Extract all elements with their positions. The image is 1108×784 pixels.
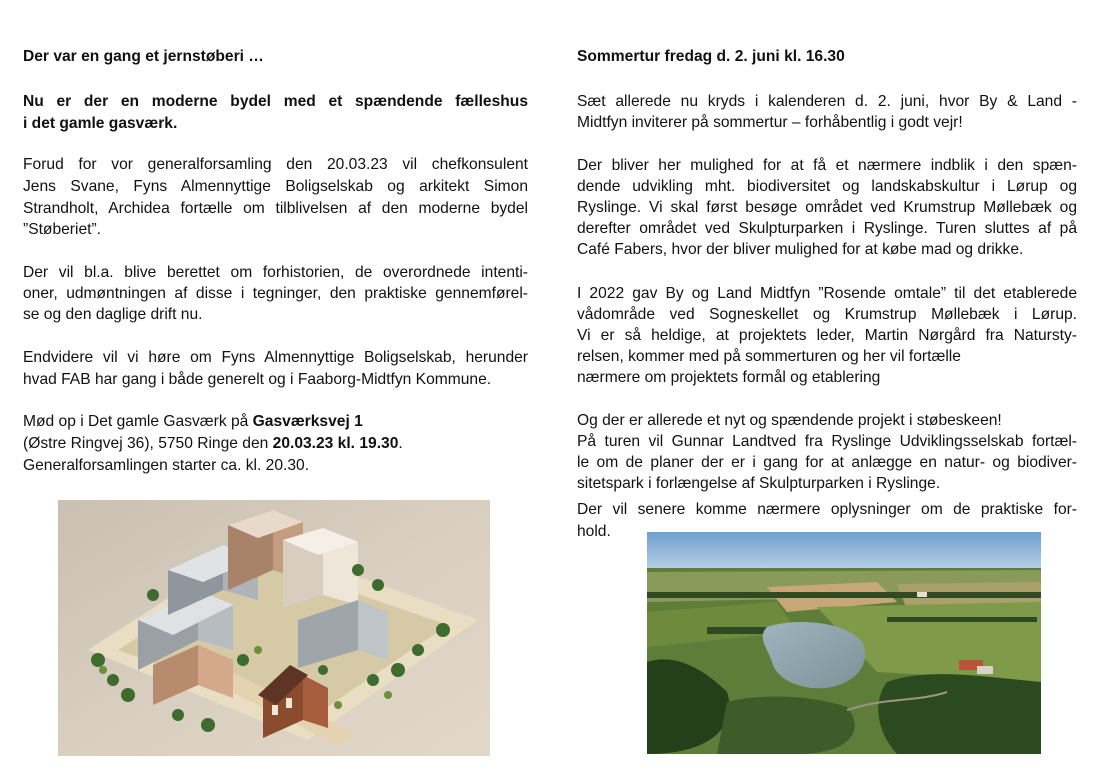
heading-moderne-bydel-line-1: Nu er der en moderne bydel med et spændende fælleshus xyxy=(23,93,528,110)
paragraph-line: nærmere om projektets formål og etablering xyxy=(577,369,881,386)
paragraph-line: se og den daglige drift nu. xyxy=(23,306,203,323)
meeting-address-line xyxy=(23,412,528,432)
paragraph-line: sitetspark i forlængelse af Skulpturparken i Ryslinge. xyxy=(577,475,941,492)
paragraph-line: På turen vil Gunnar Landtved fra Ryslinge Udviklingsselskab fortæl- xyxy=(577,433,1077,450)
meeting-address: Gasværksvej 1 xyxy=(252,413,363,430)
paragraph-line: Strandholt, Archidea fortælle om tilblivelsen af den moderne bydel xyxy=(23,200,528,217)
paragraph-line: ”Støberiet”. xyxy=(23,221,101,238)
paragraph-line: Og der er allerede et nyt og spændende projekt i støbeskeen! xyxy=(577,412,1002,429)
paragraph-line: hold. xyxy=(577,523,611,540)
paragraph-line: Der vil bl.a. blive berettet om forhistorien, de overordnede intenti- xyxy=(23,264,528,281)
meeting-text: Mød op i Det gamle Gasværk på xyxy=(23,413,253,430)
paragraph-line: le om de planer der er i gang for at anlægge en natur- og biodiver- xyxy=(577,454,1077,471)
paragraph-line: Midtfyn inviterer på sommertur – forhåbentlig i godt vejr! xyxy=(577,114,963,131)
architecture-model-photo xyxy=(58,500,490,756)
heading-sommertur: Sommertur fredag d. 2. juni kl. 16.30 xyxy=(577,48,845,65)
paragraph-line: relsen, kommer med på sommerturen og her vil fortælle xyxy=(577,348,961,365)
paragraph-line: Endvidere vil vi høre om Fyns Almennyttige Boligselskab, herunder xyxy=(23,349,528,366)
paragraph-line: vådområde ved Sogneskellet og Krumstrup Møllebæk i Lørup. xyxy=(577,306,1077,323)
paragraph-line: Der bliver her mulighed for at få et nærmere indblik i den spæn- xyxy=(577,157,1077,174)
paragraph-line: Jens Svane, Fyns Almennyttige Boligselskab og arkitekt Simon xyxy=(23,178,528,195)
paragraph-line: hvad FAB har gang i både generelt og i Faaborg-Midtfyn Kommune. xyxy=(23,371,492,388)
paragraph-line: derefter området ved Skulpturparken i Ryslinge. Turen sluttes af på xyxy=(577,220,1077,237)
meeting-datetime: 20.03.23 kl. 19.30 xyxy=(272,435,399,452)
heading-jernstoeberi: Der var en gang et jernstøberi … xyxy=(23,48,264,65)
heading-moderne-bydel-line-2: i det gamle gasværk. xyxy=(23,115,178,132)
meeting-start-line: Generalforsamlingen starter ca. kl. 20.30. xyxy=(23,457,310,474)
paragraph-line: I 2022 gav By og Land Midtfyn ”Rosende omtale” til det etablerede xyxy=(577,285,1077,302)
meeting-text: (Østre Ringvej 36), 5750 Ringe den xyxy=(23,435,273,452)
paragraph-line: oner, udmøntningen af disse i tegninger, den praktiske gennemførel- xyxy=(23,285,528,302)
paragraph-line: Ryslinge. Vi skal først besøge området ved Krumstrup Møllebæk og xyxy=(577,199,1077,216)
paragraph-line: Vi er så heldige, at projektets leder, Martin Nørgård fra Natursty- xyxy=(577,327,1077,344)
paragraph-line: Forud for vor generalforsamling den 20.03.23 vil chefkonsulent xyxy=(23,156,528,173)
paragraph-line: Café Fabers, hvor der bliver mulighed for at købe mad og drikke. xyxy=(577,241,1024,258)
aerial-landscape-photo xyxy=(647,532,1041,754)
paragraph-line: Sæt allerede nu kryds i kalenderen d. 2. juni, hvor By & Land - xyxy=(577,93,1077,110)
paragraph-line: Der vil senere komme nærmere oplysninger om de praktiske for- xyxy=(577,501,1077,518)
meeting-text: . xyxy=(398,435,403,452)
meeting-time-line xyxy=(23,434,528,454)
paragraph-line: dende udvikling mht. biodiversitet og landskabskultur i Lørup og xyxy=(577,178,1077,195)
